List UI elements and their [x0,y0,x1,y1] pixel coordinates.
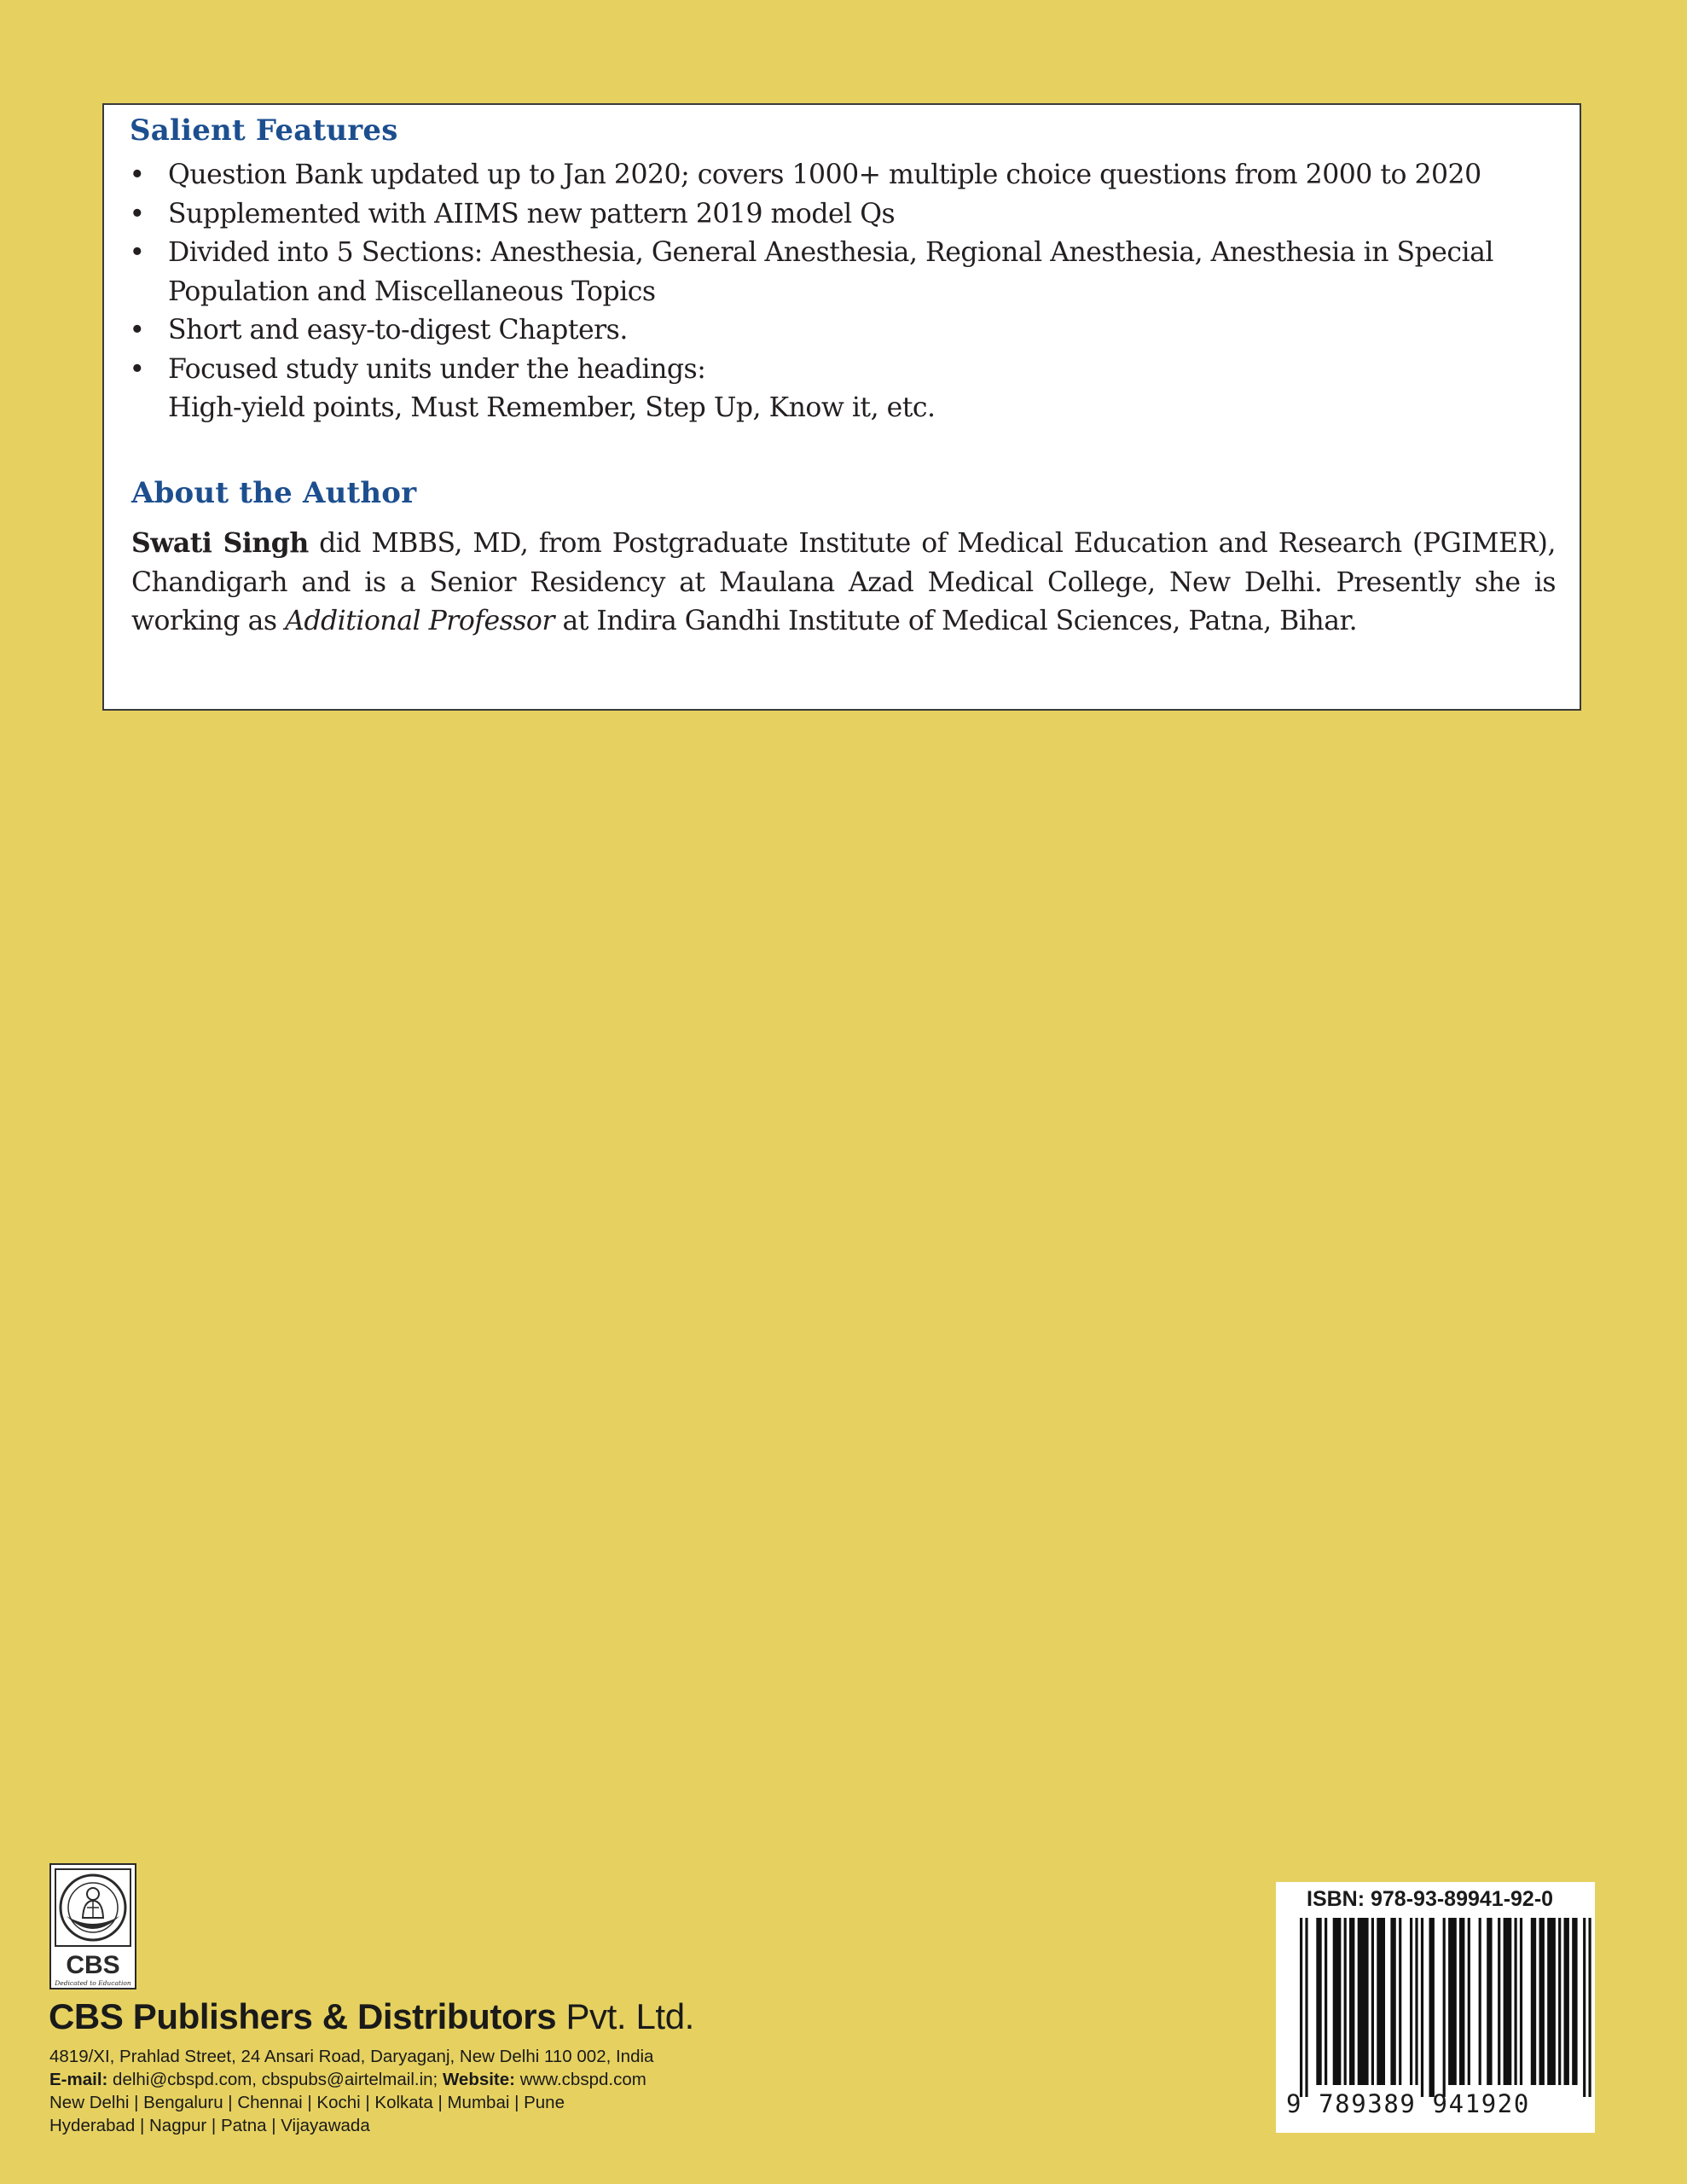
logo-text: CBS [66,1951,120,1979]
publisher-cities-more: Hyderabad | Nagpur | Patna | Vijayawada [49,2116,370,2135]
barcode-bar [1564,1918,1569,2085]
barcode-bar [1390,1918,1395,2085]
barcode-bar [1344,1918,1347,2085]
barcode-bar [1377,1918,1385,2085]
about-author-heading: About the Author [131,476,417,510]
feature-item [126,351,1568,428]
feature-text: Question Bank updated up to Jan 2020; covers 1000+ multiple choice questions from 2000 to 2020 [168,160,1481,190]
author-name: Swati Singh [131,527,309,559]
barcode-bar [1300,1918,1302,2097]
email-label: E-mail: [49,2070,108,2089]
feature-item [126,156,1568,195]
website-label: Website: [442,2070,515,2089]
barcode-digits: 9 789389 941920 [1286,2089,1530,2118]
barcode-bar [1479,1918,1481,2085]
barcode-bar [1547,1918,1556,2085]
barcode-bar [1443,1918,1446,2097]
bullet-icon: • [129,315,145,346]
feature-text: Focused study units under the headings: [168,353,706,385]
features-list [126,156,1568,428]
feature-text: Divided into 5 Sections: Anesthesia, General Anesthesia, Regional Anesthesia, Anesthesia in Special [168,237,1493,268]
salient-features-heading: Salient Features [130,113,398,148]
barcode-bar [1498,1918,1500,2085]
barcode-bar [1333,1918,1342,2085]
bullet-icon: • [129,353,145,385]
author-bio [131,524,1556,642]
publisher-address: 4819/XI, Prahlad Street, 24 Ansari Road, Daryaganj, New Delhi 110 002, India [49,2047,654,2066]
barcode-bar [1487,1918,1492,2085]
barcode-bar [1520,1918,1522,2085]
barcode-bar [1558,1918,1561,2085]
isbn-label: ISBN: 978-93-89941-92-0 [1307,1887,1554,1911]
barcode-bar [1572,1918,1577,2085]
barcode-bar [1459,1918,1464,2085]
info-box [102,103,1581,711]
feature-text-continued: Population and Miscellaneous Topics [168,276,656,307]
feature-item [126,234,1568,311]
barcode-bar [1539,1918,1545,2085]
barcode-bar [1358,1918,1369,2085]
publisher-name-bold: CBS Publishers & Distributors [49,1996,557,2036]
barcode-bar [1589,1918,1591,2097]
feature-text: Supplemented with AIIMS new pattern 2019 model Qs [168,198,896,229]
publisher-name [49,1996,694,2037]
bullet-icon: • [129,160,145,190]
barcode-bar [1371,1918,1374,2085]
barcode-bar [1515,1918,1517,2085]
barcode-bar [1415,1918,1417,2085]
barcode-bar [1325,1918,1327,2085]
author-title: Additional Professor [285,606,554,636]
feature-text: Short and easy-to-digest Chapters. [168,315,628,346]
barcode-bar [1583,1918,1586,2097]
feature-item [126,195,1568,235]
feature-text-continued: High-yield points, Must Remember, Step Up, Know it, etc. [168,392,936,423]
barcode-bar [1349,1918,1354,2085]
barcode-bar [1468,1918,1470,2085]
barcode-bar [1531,1918,1536,2085]
bullet-icon: • [129,198,145,229]
feature-item [126,311,1568,351]
barcode-bar [1316,1918,1321,2085]
publisher-logo [49,1863,136,1989]
author-bio-text: did MBBS, MD, from Postgraduate Institute of Medical Education and Research (PGIMER), Chandigarh and is a Senior Residency at Maulana Azad Medical College, New Delhi. Presently she is working as [131,528,1556,636]
barcode-bar [1399,1918,1401,2085]
logo-tagline: Dedicated to Education [55,1979,131,1987]
barcode-bar [1410,1918,1412,2085]
barcode-bar [1429,1918,1435,2097]
barcode-bar [1448,1918,1457,2085]
isbn-barcode [1276,1882,1595,2133]
publisher-name-suffix: Pvt. Ltd. [556,1996,694,2036]
barcode-bar [1504,1918,1512,2085]
bullet-icon: • [129,237,145,268]
email-value: delhi@cbspd.com, cbspubs@airtelmail.in; [107,2070,443,2089]
website-value: www.cbspd.com [515,2070,646,2089]
publisher-cities: New Delhi | Bengaluru | Chennai | Kochi | Kolkata | Mumbai | Pune [49,2093,565,2112]
barcode-bar [1421,1918,1423,2097]
publisher-contact [49,2070,646,2090]
barcode-bar [1305,1918,1307,2097]
author-bio-text-end: at Indira Gandhi Institute of Medical Sciences, Patna, Bihar. [554,606,1358,636]
